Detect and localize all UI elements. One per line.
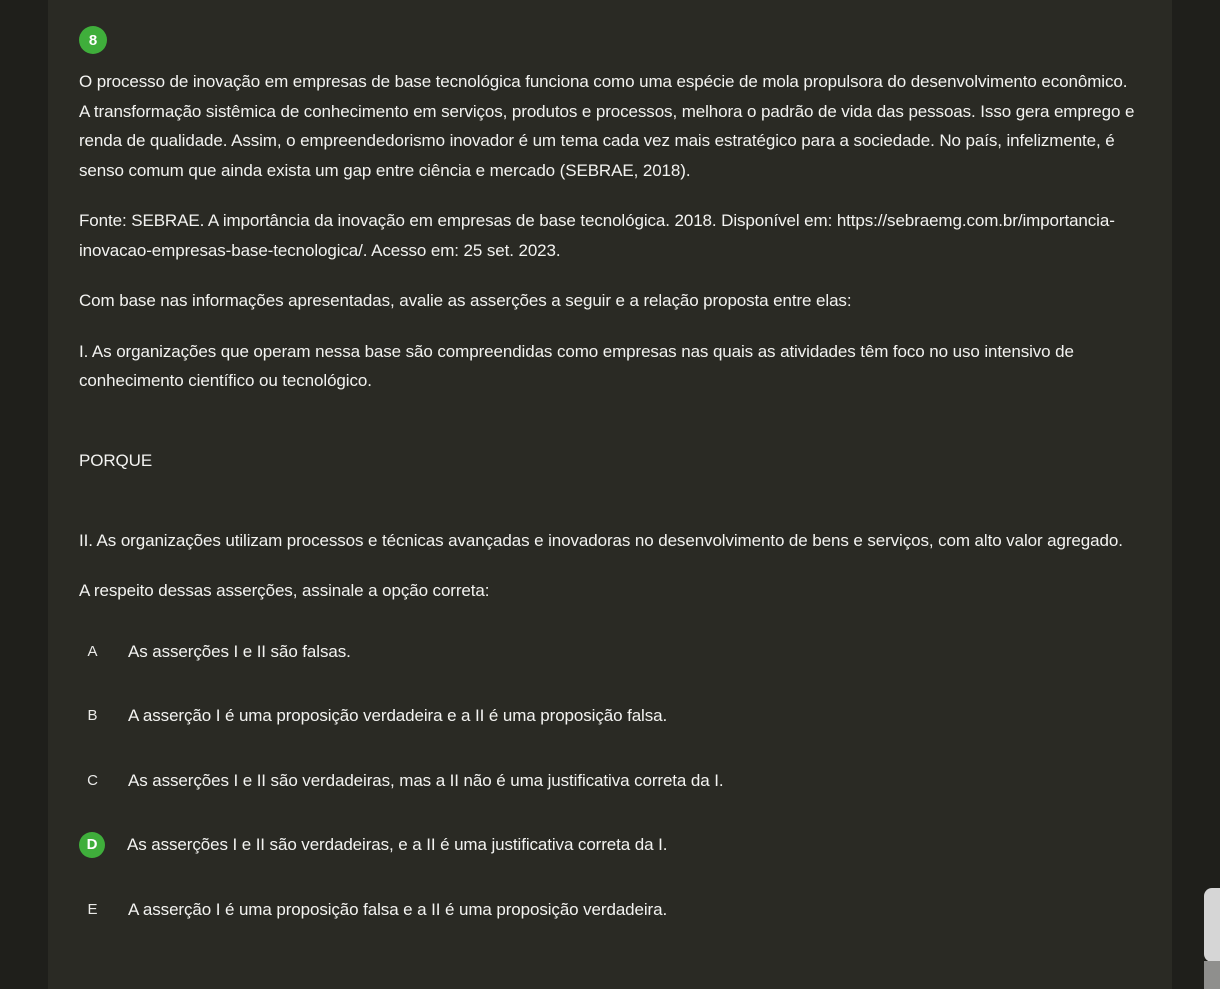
scrollbar-foot <box>1204 961 1220 989</box>
option-letter-e[interactable]: E <box>87 900 98 918</box>
answer-prompt-paragraph: A respeito dessas asserções, assinale a opção correta: <box>79 580 490 600</box>
question-intro-paragraph: O processo de inovação em empresas de base tecnológica funciona como uma espécie de mola propulsora do desenvolvimento econômico. A transformação sistêmica de conhecimento em serviços, produtos e processos, melhora o padrão de vida das pessoas. Isso gera emprego e renda de qualidade. Assim, o empreendedorismo inovador é um tema cada vez mais estratégico para a sociedade. No país, infelizmente, é senso comum que ainda exista um gap entre ciência e mercado (SEBRAE, 2018). <box>79 72 1135 180</box>
question-content <box>48 0 1172 942</box>
connector-porque: PORQUE <box>79 450 153 470</box>
question-instruction-paragraph: Com base nas informações apresentadas, avalie as asserções a seguir e a relação proposta entre elas: <box>79 291 852 310</box>
option-text-a[interactable]: As asserções I e II são falsas. <box>128 641 351 661</box>
assertion-2-paragraph: II. As organizações utilizam processos e técnicas avançadas e inovadoras no desenvolvimento de bens e serviços, com alto valor agregado. <box>79 531 1123 550</box>
option-letter-a[interactable]: A <box>87 642 98 660</box>
question-number: 8 <box>88 31 98 49</box>
assertion-1-paragraph: I. As organizações que operam nessa base são compreendidas como empresas nas quais as atividades têm foco no uso intensivo de conhecimento científico ou tecnológico. <box>79 341 1074 390</box>
option-row-b[interactable] <box>79 684 1136 749</box>
option-letter-c[interactable]: C <box>87 771 98 789</box>
option-letter-d-selected-badge[interactable]: D <box>79 832 105 858</box>
option-row-a[interactable] <box>79 619 1136 684</box>
option-row-c[interactable] <box>79 748 1136 813</box>
question-panel <box>48 0 1172 989</box>
option-text-e[interactable]: A asserção I é uma proposição falsa e a II é uma proposição verdadeira. <box>128 899 668 919</box>
option-text-d[interactable]: As asserções I e II são verdadeiras, e a II é uma justificativa correta da I. <box>127 835 668 855</box>
option-letter-b[interactable]: B <box>87 707 98 725</box>
question-source-paragraph: Fonte: SEBRAE. A importância da inovação em empresas de base tecnológica. 2018. Disponível em: https://sebraemg.com.br/importancia-inovacao-empresas-base-tecnologica/. Acesso em: 25 set. 2023. <box>79 211 1115 260</box>
option-row-e[interactable] <box>79 877 1136 942</box>
option-text-b[interactable]: A asserção I é uma proposição verdadeira e a II é uma proposição falsa. <box>128 706 668 726</box>
options-list <box>79 619 1136 942</box>
question-number-badge <box>79 26 107 54</box>
scrollbar-thumb[interactable] <box>1204 888 1220 962</box>
option-row-d[interactable] <box>79 813 1136 878</box>
option-text-c[interactable]: As asserções I e II são verdadeiras, mas a II não é uma justificativa correta da I. <box>128 770 724 790</box>
